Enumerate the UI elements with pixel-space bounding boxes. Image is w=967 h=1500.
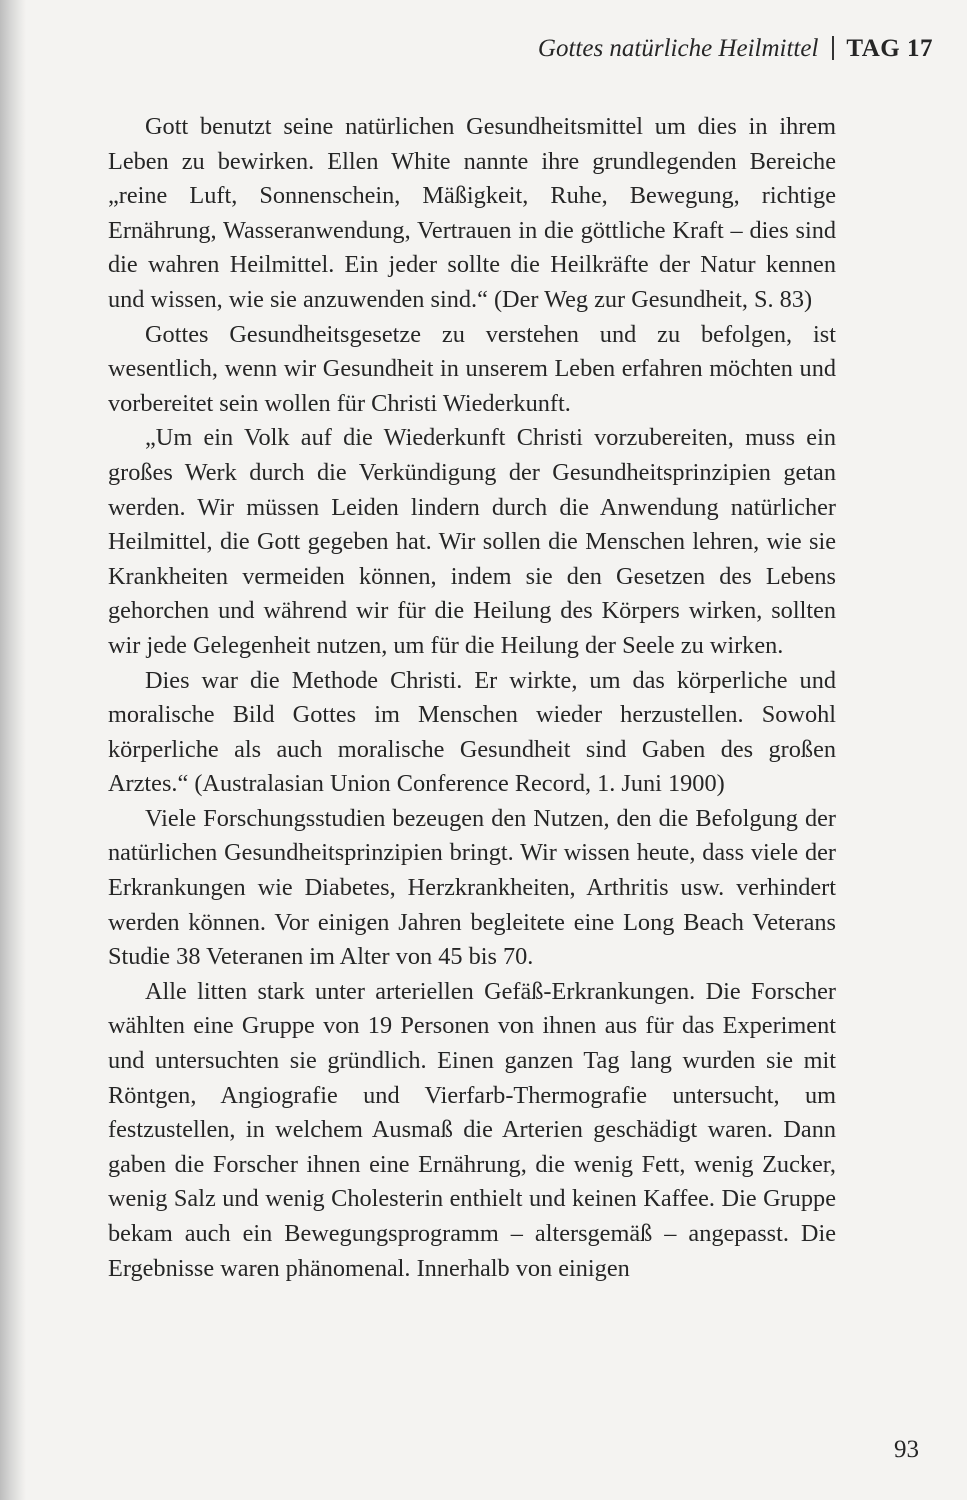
paragraph: Gottes Gesundheitsgesetze zu verstehen und zu befolgen, ist wesentlich, wenn wir Gesundheit in unserem Leben erfahren möchten und vorbereitet sein wollen für Christi Wiederkunft. <box>108 320 836 417</box>
paragraph: „Um ein Volk auf die Wiederkunft Christi vorzubereiten, muss ein großes Werk durch die Verkündigung der Gesundheitsprinzipien getan werden. Wir müssen Leiden lindern durch die Anwendung natürlicher Heilmittel, die Gott gegeben hat. Wir sollen die Menschen lehren, wie sie Krankheiten vermeiden können, indem sie den Gesetzen des Lebens gehorchen und während wir für die Heilung des Körpers wirken, sollten wir jede Gelegenheit nutzen, um für die Heilung der Seele zu wirken. <box>108 424 836 659</box>
day-label: TAG 17 <box>846 35 933 62</box>
page-number: 93 <box>894 1436 919 1463</box>
paragraph: Viele Forschungsstudien bezeugen den Nutzen, den die Befolgung der natürlichen Gesundheitsprinzipien bringt. Wir wissen heute, dass viele der Erkrankungen wie Diabetes, Herzkrankheiten, Arthritis usw. verhindert werden können. Vor einigen Jahren begleitete eine Long Beach Veterans Studie 38 Veteranen im Alter von 45 bis 70. <box>108 804 836 971</box>
page-body <box>108 110 836 1286</box>
header-separator <box>832 36 834 60</box>
paragraph: Gott benutzt seine natürlichen Gesundheitsmittel um dies in ihrem Leben zu bewirken. Ellen White nannte ihre grundlegenden Bereiche „reine Luft, Sonnenschein, Mäßigkeit, Ruhe, Bewegung, richtige Ernährung, Wasseranwendung, Vertrauen in die göttliche Kraft – dies sind die wahren Heilmittel. Ein jeder sollte die Heilkräfte der Natur kennen und wissen, wie sie anzuwenden sind.“ (Der Weg zur Gesundheit, S. 83) <box>108 113 836 313</box>
book-spine-shadow <box>0 0 26 1500</box>
paragraph: Dies war die Methode Christi. Er wirkte, um das körperliche und moralische Bild Gottes im Menschen wieder herzustellen. Sowohl körperliche als auch moralische Gesundheit sind Gaben des großen Arztes.“ (Australasian Union Conference Record, 1. Juni 1900) <box>108 666 836 798</box>
running-header <box>538 34 933 64</box>
paragraph: Alle litten stark unter arteriellen Gefäß-Erkrankungen. Die Forscher wählten eine Gruppe von 19 Personen von ihnen aus für das Experiment und untersuchten sie gründlich. Einen ganzen Tag lang wurden sie mit Röntgen, Angiografie und Vierfarb-Thermografie untersucht, um festzustellen, in welchem Ausmaß die Arterien geschädigt waren. Dann gaben die Forscher ihnen eine Ernährung, die wenig Fett, wenig Zucker, wenig Salz und wenig Cholesterin enthielt und keinen Kaffee. Die Gruppe bekam auch ein Bewegungsprogramm – altersgemäß – angepasst. Die Ergebnisse waren phänomenal. Innerhalb von einigen <box>108 977 836 1282</box>
section-title: Gottes natürliche Heilmittel <box>537 35 819 62</box>
